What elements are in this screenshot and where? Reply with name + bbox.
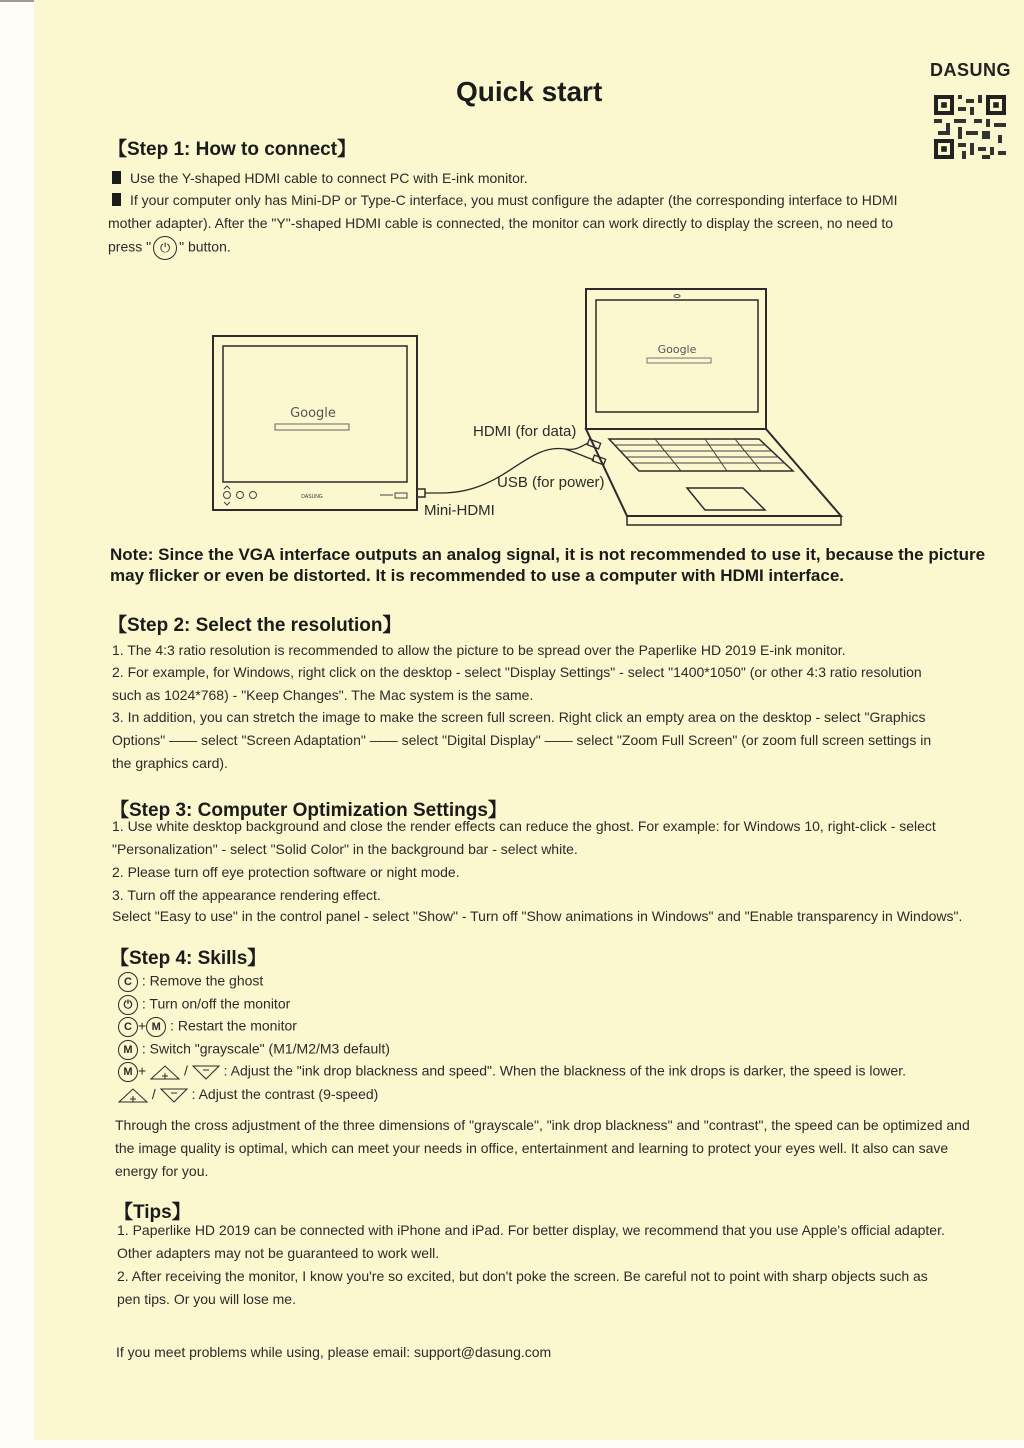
skill-grayscale-text: : Switch "grayscale" (M1/M2/M3 default) xyxy=(141,1040,390,1057)
step1-heading: 【Step 1: How to connect】 xyxy=(108,139,357,160)
step4-summary-line: Through the cross adjustment of the three dimensions of "grayscale", "ink drop blackness" and "contrast", the speed can be optimized and xyxy=(115,1117,970,1133)
qr-code-icon xyxy=(934,95,1006,159)
step2-line: Options" —— select "Screen Adaptation" —— select "Digital Display" —— select "Zoom Full Screen" (or zoom full screen settings in xyxy=(112,732,932,748)
step1-line2 xyxy=(112,192,898,208)
tips-line: 2. After receiving the monitor, I know you're so excited, but don't poke the screen. Be careful not to point with sharp objects such as xyxy=(117,1268,928,1284)
tips-line: 1. Paperlike HD 2019 can be connected with iPhone and iPad. For better display, we recommend that you use Apple's official adapter. xyxy=(117,1222,945,1238)
hdmi-data-label: HDMI (for data) xyxy=(473,423,577,440)
step1-line4 xyxy=(108,236,231,260)
step1-line2-text: If your computer only has Mini-DP or Type-C interface, you must configure the adapter (the corresponding interface to HDMI xyxy=(130,192,898,208)
down-arrow-icon xyxy=(160,1087,188,1103)
m-button-icon: M xyxy=(118,1040,138,1060)
connection-diagram xyxy=(205,283,855,528)
skill-contrast xyxy=(118,1086,378,1103)
skill-remove-ghost xyxy=(118,972,263,992)
support-contact: If you meet problems while using, please email: support@dasung.com xyxy=(116,1344,552,1360)
m-button-icon: M xyxy=(146,1017,166,1037)
up-arrow-icon xyxy=(118,1087,148,1103)
skill-remove-ghost-text: : Remove the ghost xyxy=(141,972,264,989)
power-icon: ⏻ xyxy=(118,995,138,1015)
c-button-icon: C xyxy=(118,1017,138,1037)
tips-line: Other adapters may not be guaranteed to work well. xyxy=(117,1245,440,1261)
step2-line: the graphics card). xyxy=(112,755,228,771)
mini-hdmi-label: Mini-HDMI xyxy=(424,502,495,519)
step3-line: 3. Turn off the appearance rendering effect. xyxy=(112,887,381,903)
bullet-icon xyxy=(112,193,121,206)
step2-line: 2. For example, for Windows, right click on the desktop - select "Display Settings" - select "1400*1050" (or other 4:3 ratio resolution xyxy=(112,664,922,680)
step3-heading: 【Step 3: Computer Optimization Settings】 xyxy=(110,800,507,821)
skill-contrast-text: : Adjust the contrast (9-speed) xyxy=(191,1086,379,1102)
skill-ink-drop xyxy=(118,1062,906,1082)
eink-monitor xyxy=(213,336,425,510)
step4-heading: 【Step 4: Skills】 xyxy=(110,948,267,969)
skill-power-text: : Turn on/off the monitor xyxy=(141,995,291,1012)
down-arrow-icon xyxy=(192,1064,220,1080)
slash: / xyxy=(151,1086,156,1102)
tips-heading: 【Tips】 xyxy=(114,1202,191,1223)
monitor-brand-label: DASUNG xyxy=(301,494,323,500)
press-text-after: " button. xyxy=(179,238,231,255)
step2-line: 1. The 4:3 ratio resolution is recommended to allow the picture to be spread over the Paperlike HD 2019 E-ink monitor. xyxy=(112,642,846,658)
m-button-icon: M xyxy=(118,1062,138,1082)
slash: / xyxy=(183,1062,188,1079)
plus-sign: + xyxy=(138,1062,147,1079)
tips-line: pen tips. Or you will lose me. xyxy=(117,1291,296,1307)
step3-line: Select "Easy to use" in the control panel - select "Show" - Turn off "Show animations in Windows" and "Enable transparency in Windows". xyxy=(112,908,963,924)
c-button-icon: C xyxy=(118,972,138,992)
page-title: Quick start xyxy=(456,76,603,107)
monitor-screen-text: Google xyxy=(290,406,336,421)
up-arrow-icon xyxy=(150,1064,180,1080)
scan-margin-left xyxy=(0,0,34,1448)
brand-name: DASUNG xyxy=(930,60,1012,80)
laptop-screen-text: Google xyxy=(657,343,697,356)
laptop xyxy=(586,289,841,525)
usb-power-label: USB (for power) xyxy=(497,474,605,491)
scan-edge-mark xyxy=(0,0,34,2)
step2-line: 3. In addition, you can stretch the image to make the screen full screen. Right click an empty area on the desktop - select "Graphics xyxy=(112,709,926,725)
step1-line3: mother adapter). After the "Y"-shaped HDMI cable is connected, the monitor can work directly to display the screen, no need to xyxy=(108,215,894,231)
plus-sign: + xyxy=(138,1017,147,1034)
scan-margin-bottom xyxy=(0,1440,1024,1448)
step1-line1 xyxy=(112,170,528,186)
skill-restart-text: : Restart the monitor xyxy=(170,1017,297,1034)
step3-line: 2. Please turn off eye protection software or night mode. xyxy=(112,864,460,880)
power-icon: ⏻ xyxy=(153,236,177,260)
skill-ink-drop-text: : Adjust the "ink drop blackness and speed". When the blackness of the ink drops is darker, the speed is lower. xyxy=(223,1062,906,1079)
vga-note: Note: Since the VGA interface outputs an analog signal, it is not recommended to use it, because the picture may flicker or even be distorted. It is recommended to use a computer with HDMI interface. xyxy=(110,545,986,585)
press-text-before: press " xyxy=(108,238,152,255)
step4-summary-line: the image quality is optimal, which can meet your needs in office, entertainment and learning to protect your eyes well. It also can save xyxy=(115,1140,949,1156)
step2-heading: 【Step 2: Select the resolution】 xyxy=(108,615,402,636)
step2-line: such as 1024*768) - "Keep Changes". The Mac system is the same. xyxy=(112,687,534,703)
step4-summary-line: energy for you. xyxy=(115,1163,209,1179)
step3-line: 1. Use white desktop background and close the render effects can reduce the ghost. For example: for Windows 10, right-click - select xyxy=(112,818,936,834)
bullet-icon xyxy=(112,171,121,184)
skill-restart xyxy=(118,1017,297,1037)
step1-line1-text: Use the Y-shaped HDMI cable to connect PC with E-ink monitor. xyxy=(130,170,528,186)
step3-line: "Personalization" - select "Solid Color" in the background bar - select white. xyxy=(112,841,578,857)
skill-grayscale xyxy=(118,1040,390,1060)
skill-power xyxy=(118,995,290,1015)
